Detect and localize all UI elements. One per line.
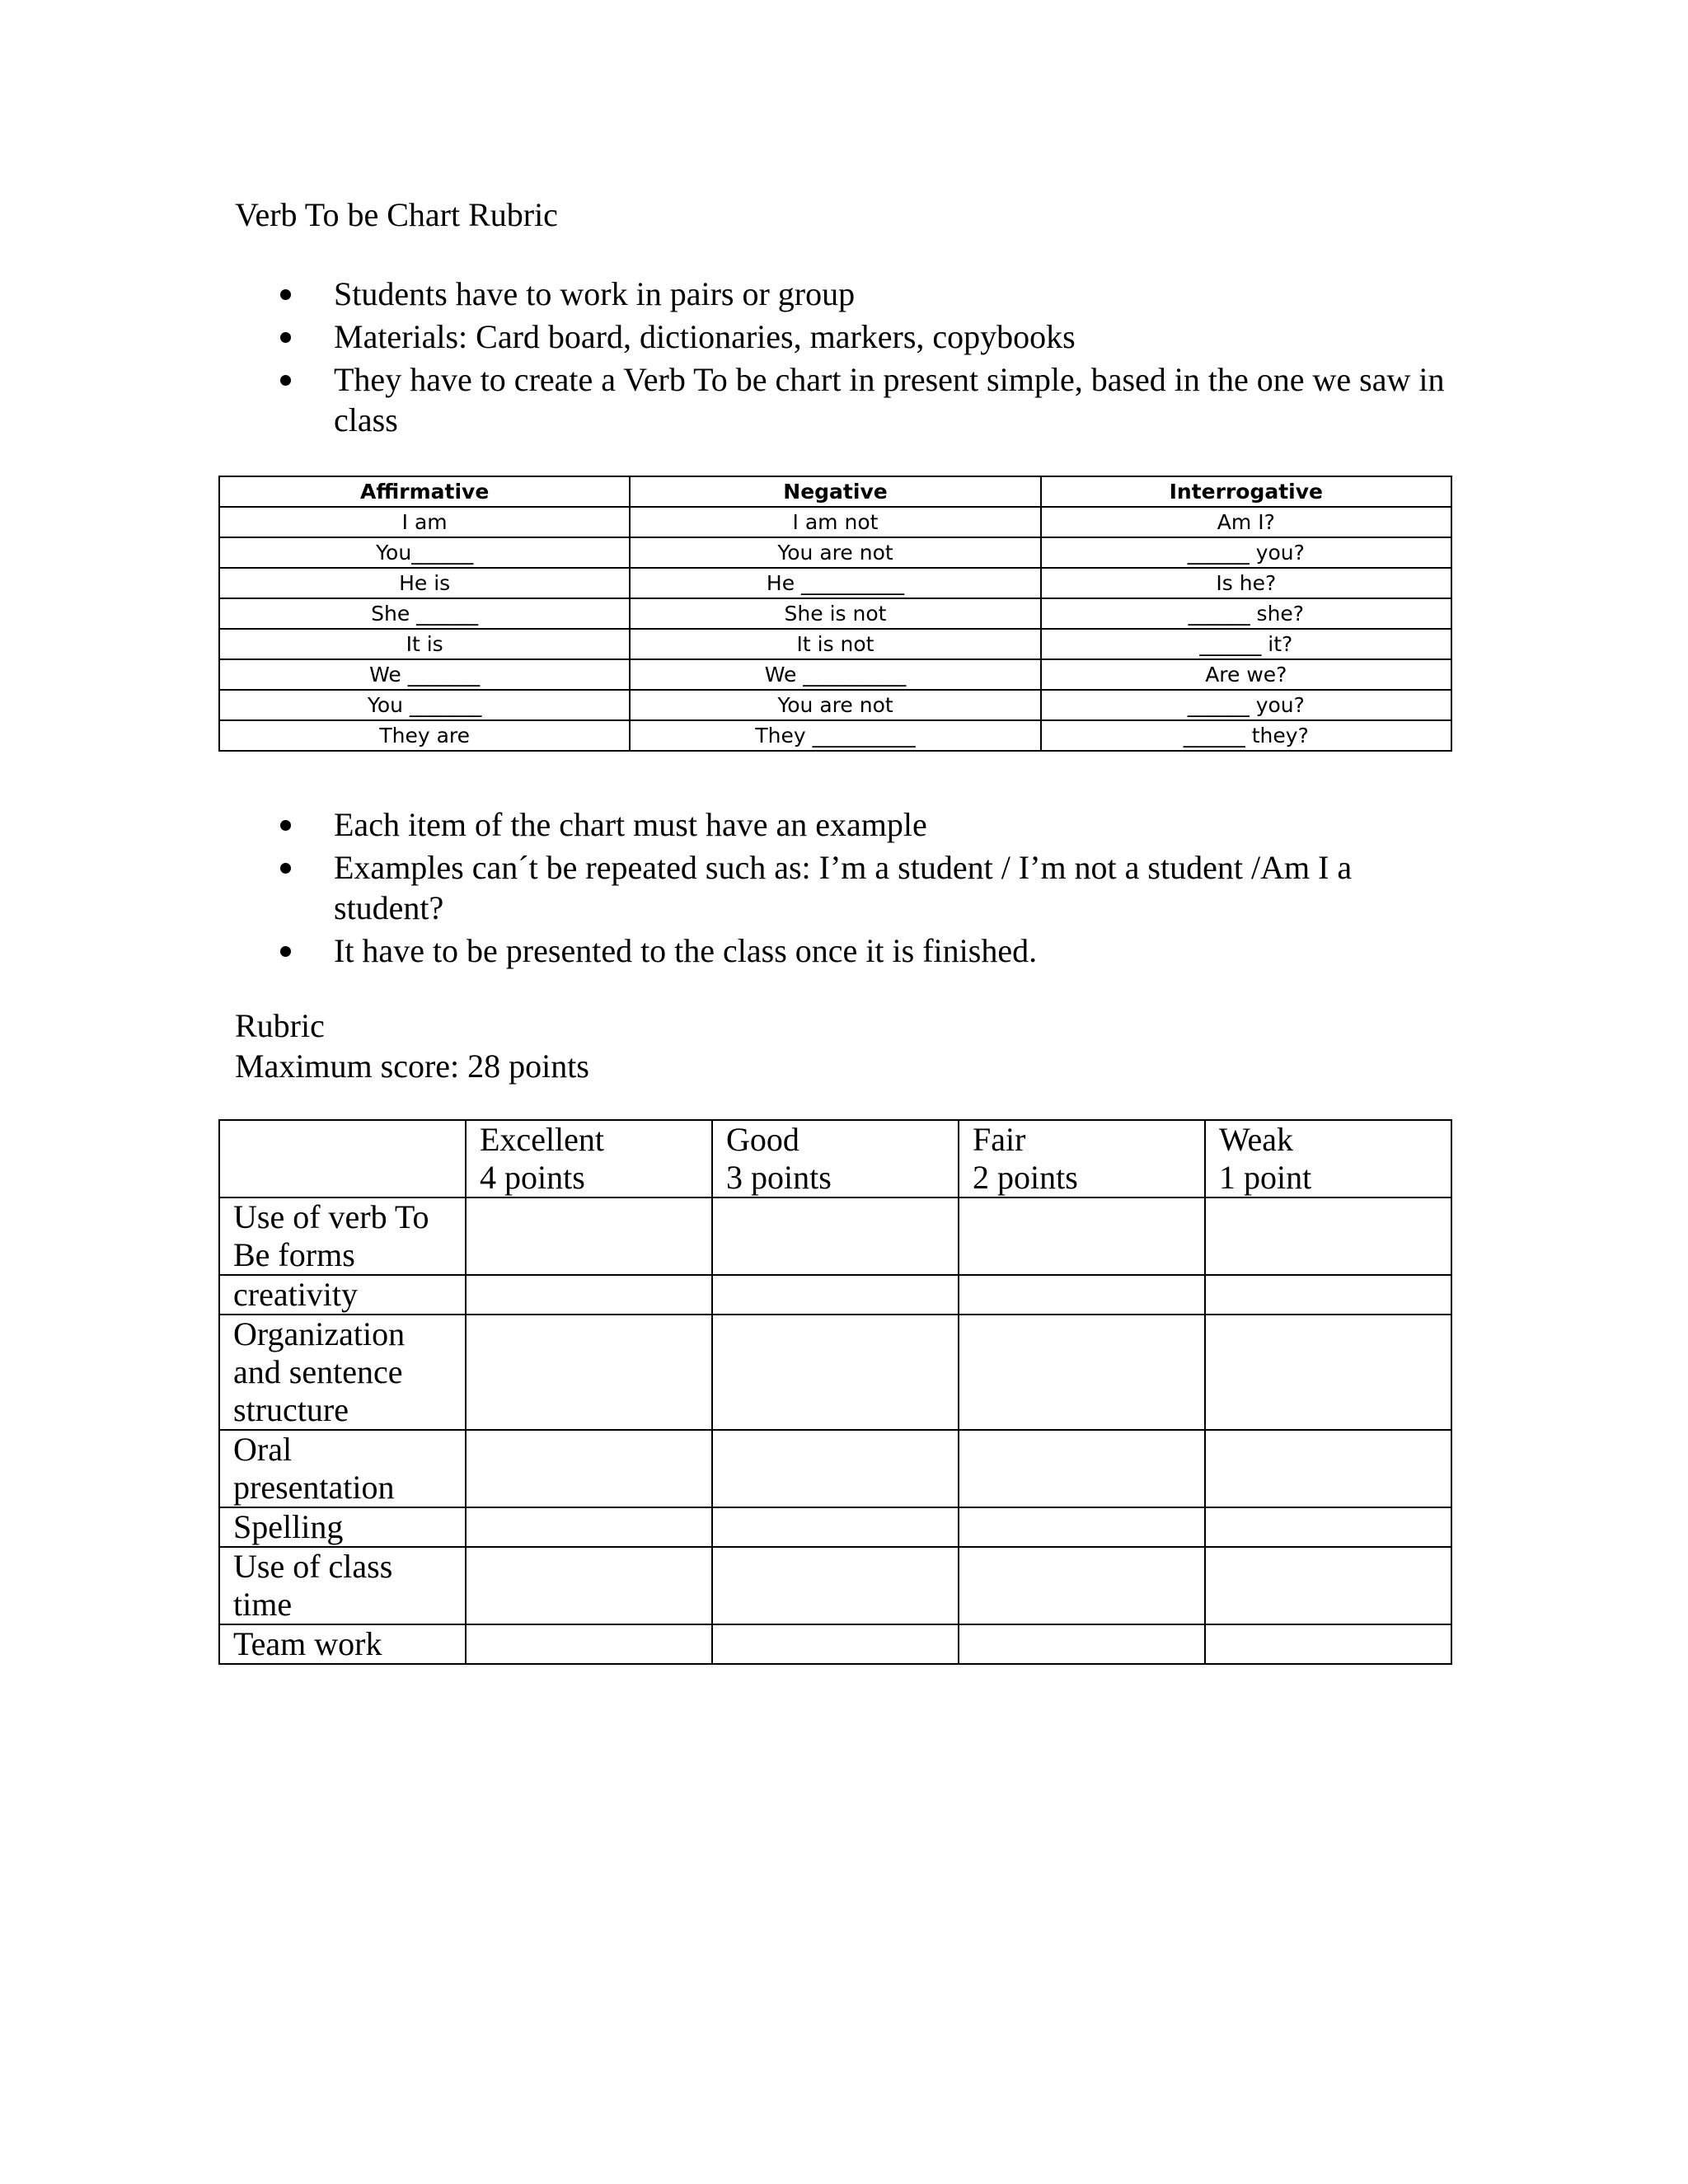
column-header-negative: Negative (630, 476, 1040, 507)
score-cell (959, 1507, 1205, 1547)
bullet-icon (280, 863, 291, 874)
score-cell (959, 1275, 1205, 1315)
table-row (219, 1315, 1451, 1430)
score-cell (1205, 1624, 1451, 1664)
table-cell: He __________ (630, 568, 1040, 598)
criterion-cell (219, 1197, 466, 1275)
bullet-icon (280, 375, 291, 386)
bullet-icon (280, 332, 291, 343)
table-cell: They __________ (630, 720, 1040, 751)
criterion-cell (219, 1547, 466, 1624)
level-header-good (712, 1120, 959, 1197)
level-header-excellent (466, 1120, 712, 1197)
table-row (219, 1624, 1451, 1664)
score-cell (959, 1547, 1205, 1624)
table-row (219, 507, 1451, 537)
list-item-text: Students have to work in pairs or group (334, 275, 856, 312)
table-cell: He is (219, 568, 630, 598)
score-cell (466, 1315, 712, 1430)
table-cell: Am I? (1041, 507, 1451, 537)
table-cell: They are (219, 720, 630, 751)
table-cell: You are not (630, 537, 1040, 568)
list-item-text: Materials: Card board, dictionaries, markers, copybooks (334, 318, 1076, 355)
table-cell: Is he? (1041, 568, 1451, 598)
rubric-table (218, 1119, 1452, 1665)
level-name: Good (726, 1121, 799, 1158)
score-cell (466, 1547, 712, 1624)
table-cell: We __________ (630, 659, 1040, 690)
criterion-label: Spelling (233, 1508, 344, 1545)
table-row (219, 1197, 1451, 1275)
list-item (235, 274, 1455, 314)
score-cell (1205, 1547, 1451, 1624)
criterion-label: Team work (233, 1625, 382, 1662)
score-cell (712, 1197, 959, 1275)
criterion-label: structure (233, 1391, 349, 1428)
table-row (219, 720, 1451, 751)
table-cell: It is not (630, 629, 1040, 659)
table-cell: She ______ (219, 598, 630, 629)
level-points: 3 points (726, 1159, 832, 1196)
criterion-label: creativity (233, 1276, 359, 1313)
criterion-cell (219, 1507, 466, 1547)
bullet-icon (280, 289, 291, 300)
criterion-label: and sentence (233, 1353, 403, 1390)
criterion-label: Organization (233, 1315, 406, 1352)
criterion-cell (219, 1624, 466, 1664)
score-cell (959, 1197, 1205, 1275)
list-item (235, 804, 1455, 845)
score-cell (712, 1507, 959, 1547)
table-row (219, 1507, 1451, 1547)
table-row (219, 629, 1451, 659)
criterion-cell (219, 1315, 466, 1430)
score-cell (466, 1275, 712, 1315)
score-cell (466, 1430, 712, 1507)
table-row (219, 1430, 1451, 1507)
table-cell: It is (219, 629, 630, 659)
score-cell (1205, 1315, 1451, 1430)
bullet-icon (280, 946, 291, 957)
table-cell: ______ it? (1041, 629, 1451, 659)
score-cell (466, 1624, 712, 1664)
rubric-title: Rubric (235, 1007, 325, 1044)
level-points: 1 point (1219, 1159, 1312, 1196)
table-row (219, 659, 1451, 690)
score-cell (712, 1430, 959, 1507)
table-cell: We _______ (219, 659, 630, 690)
table-row (219, 1547, 1451, 1624)
table-cell: ______ they? (1041, 720, 1451, 751)
list-item (235, 316, 1455, 357)
table-cell: You______ (219, 537, 630, 568)
table-cell: ______ she? (1041, 598, 1451, 629)
table-row (219, 598, 1451, 629)
column-header-affirmative: Affirmative (219, 476, 630, 507)
table-row (219, 537, 1451, 568)
criterion-cell (219, 1430, 466, 1507)
table-cell: I am (219, 507, 630, 537)
list-item (235, 930, 1455, 971)
table-cell: Are we? (1041, 659, 1451, 690)
score-cell (712, 1547, 959, 1624)
score-cell (712, 1275, 959, 1315)
list-item-text: Examples can´t be repeated such as: I’m a student / I’m not a student /Am I a student? (334, 849, 1353, 926)
table-row (219, 1275, 1451, 1315)
list-item-text: Each item of the chart must have an example (334, 806, 927, 843)
bullet-icon (280, 820, 291, 831)
max-score-text: Maximum score: 28 points (235, 1047, 589, 1085)
score-cell (466, 1507, 712, 1547)
table-cell: I am not (630, 507, 1040, 537)
score-cell (959, 1315, 1205, 1430)
criterion-label: Be forms (233, 1236, 355, 1273)
level-points: 4 points (480, 1159, 585, 1196)
level-name: Fair (973, 1121, 1026, 1158)
table-row (219, 690, 1451, 720)
level-header-weak (1205, 1120, 1451, 1197)
table-cell: ______ you? (1041, 537, 1451, 568)
list-item (235, 359, 1455, 440)
score-cell (1205, 1507, 1451, 1547)
score-cell (959, 1430, 1205, 1507)
list-item-text: They have to create a Verb To be chart in present simple, based in the one we saw in class (334, 361, 1445, 438)
rubric-corner-cell (219, 1120, 466, 1197)
level-points: 2 points (973, 1159, 1078, 1196)
level-header-fair (959, 1120, 1205, 1197)
criterion-label: time (233, 1586, 293, 1623)
table-row (219, 568, 1451, 598)
score-cell (1205, 1197, 1451, 1275)
score-cell (1205, 1430, 1451, 1507)
score-cell (712, 1315, 959, 1430)
table-cell: ______ you? (1041, 690, 1451, 720)
list-item (235, 847, 1455, 928)
table-cell: You _______ (219, 690, 630, 720)
score-cell (1205, 1275, 1451, 1315)
list-item-text: It have to be presented to the class once it is finished. (334, 932, 1038, 969)
level-name: Weak (1219, 1121, 1294, 1158)
score-cell (466, 1197, 712, 1275)
criterion-cell (219, 1275, 466, 1315)
page-title: Verb To be Chart Rubric (235, 196, 558, 233)
table-cell: She is not (630, 598, 1040, 629)
instructions-list-top (235, 274, 1455, 443)
criterion-label: Use of class (233, 1548, 393, 1585)
criterion-label: Oral (233, 1431, 293, 1468)
rubric-heading (235, 1005, 589, 1086)
table-cell: You are not (630, 690, 1040, 720)
criterion-label: presentation (233, 1469, 395, 1506)
level-name: Excellent (480, 1121, 605, 1158)
score-cell (959, 1624, 1205, 1664)
instructions-list-bottom (235, 804, 1455, 973)
column-header-interrogative: Interrogative (1041, 476, 1451, 507)
verb-to-be-chart (218, 476, 1452, 752)
criterion-label: Use of verb To (233, 1198, 429, 1235)
table-header-row (219, 476, 1451, 507)
score-cell (712, 1624, 959, 1664)
rubric-header-row (219, 1120, 1451, 1197)
